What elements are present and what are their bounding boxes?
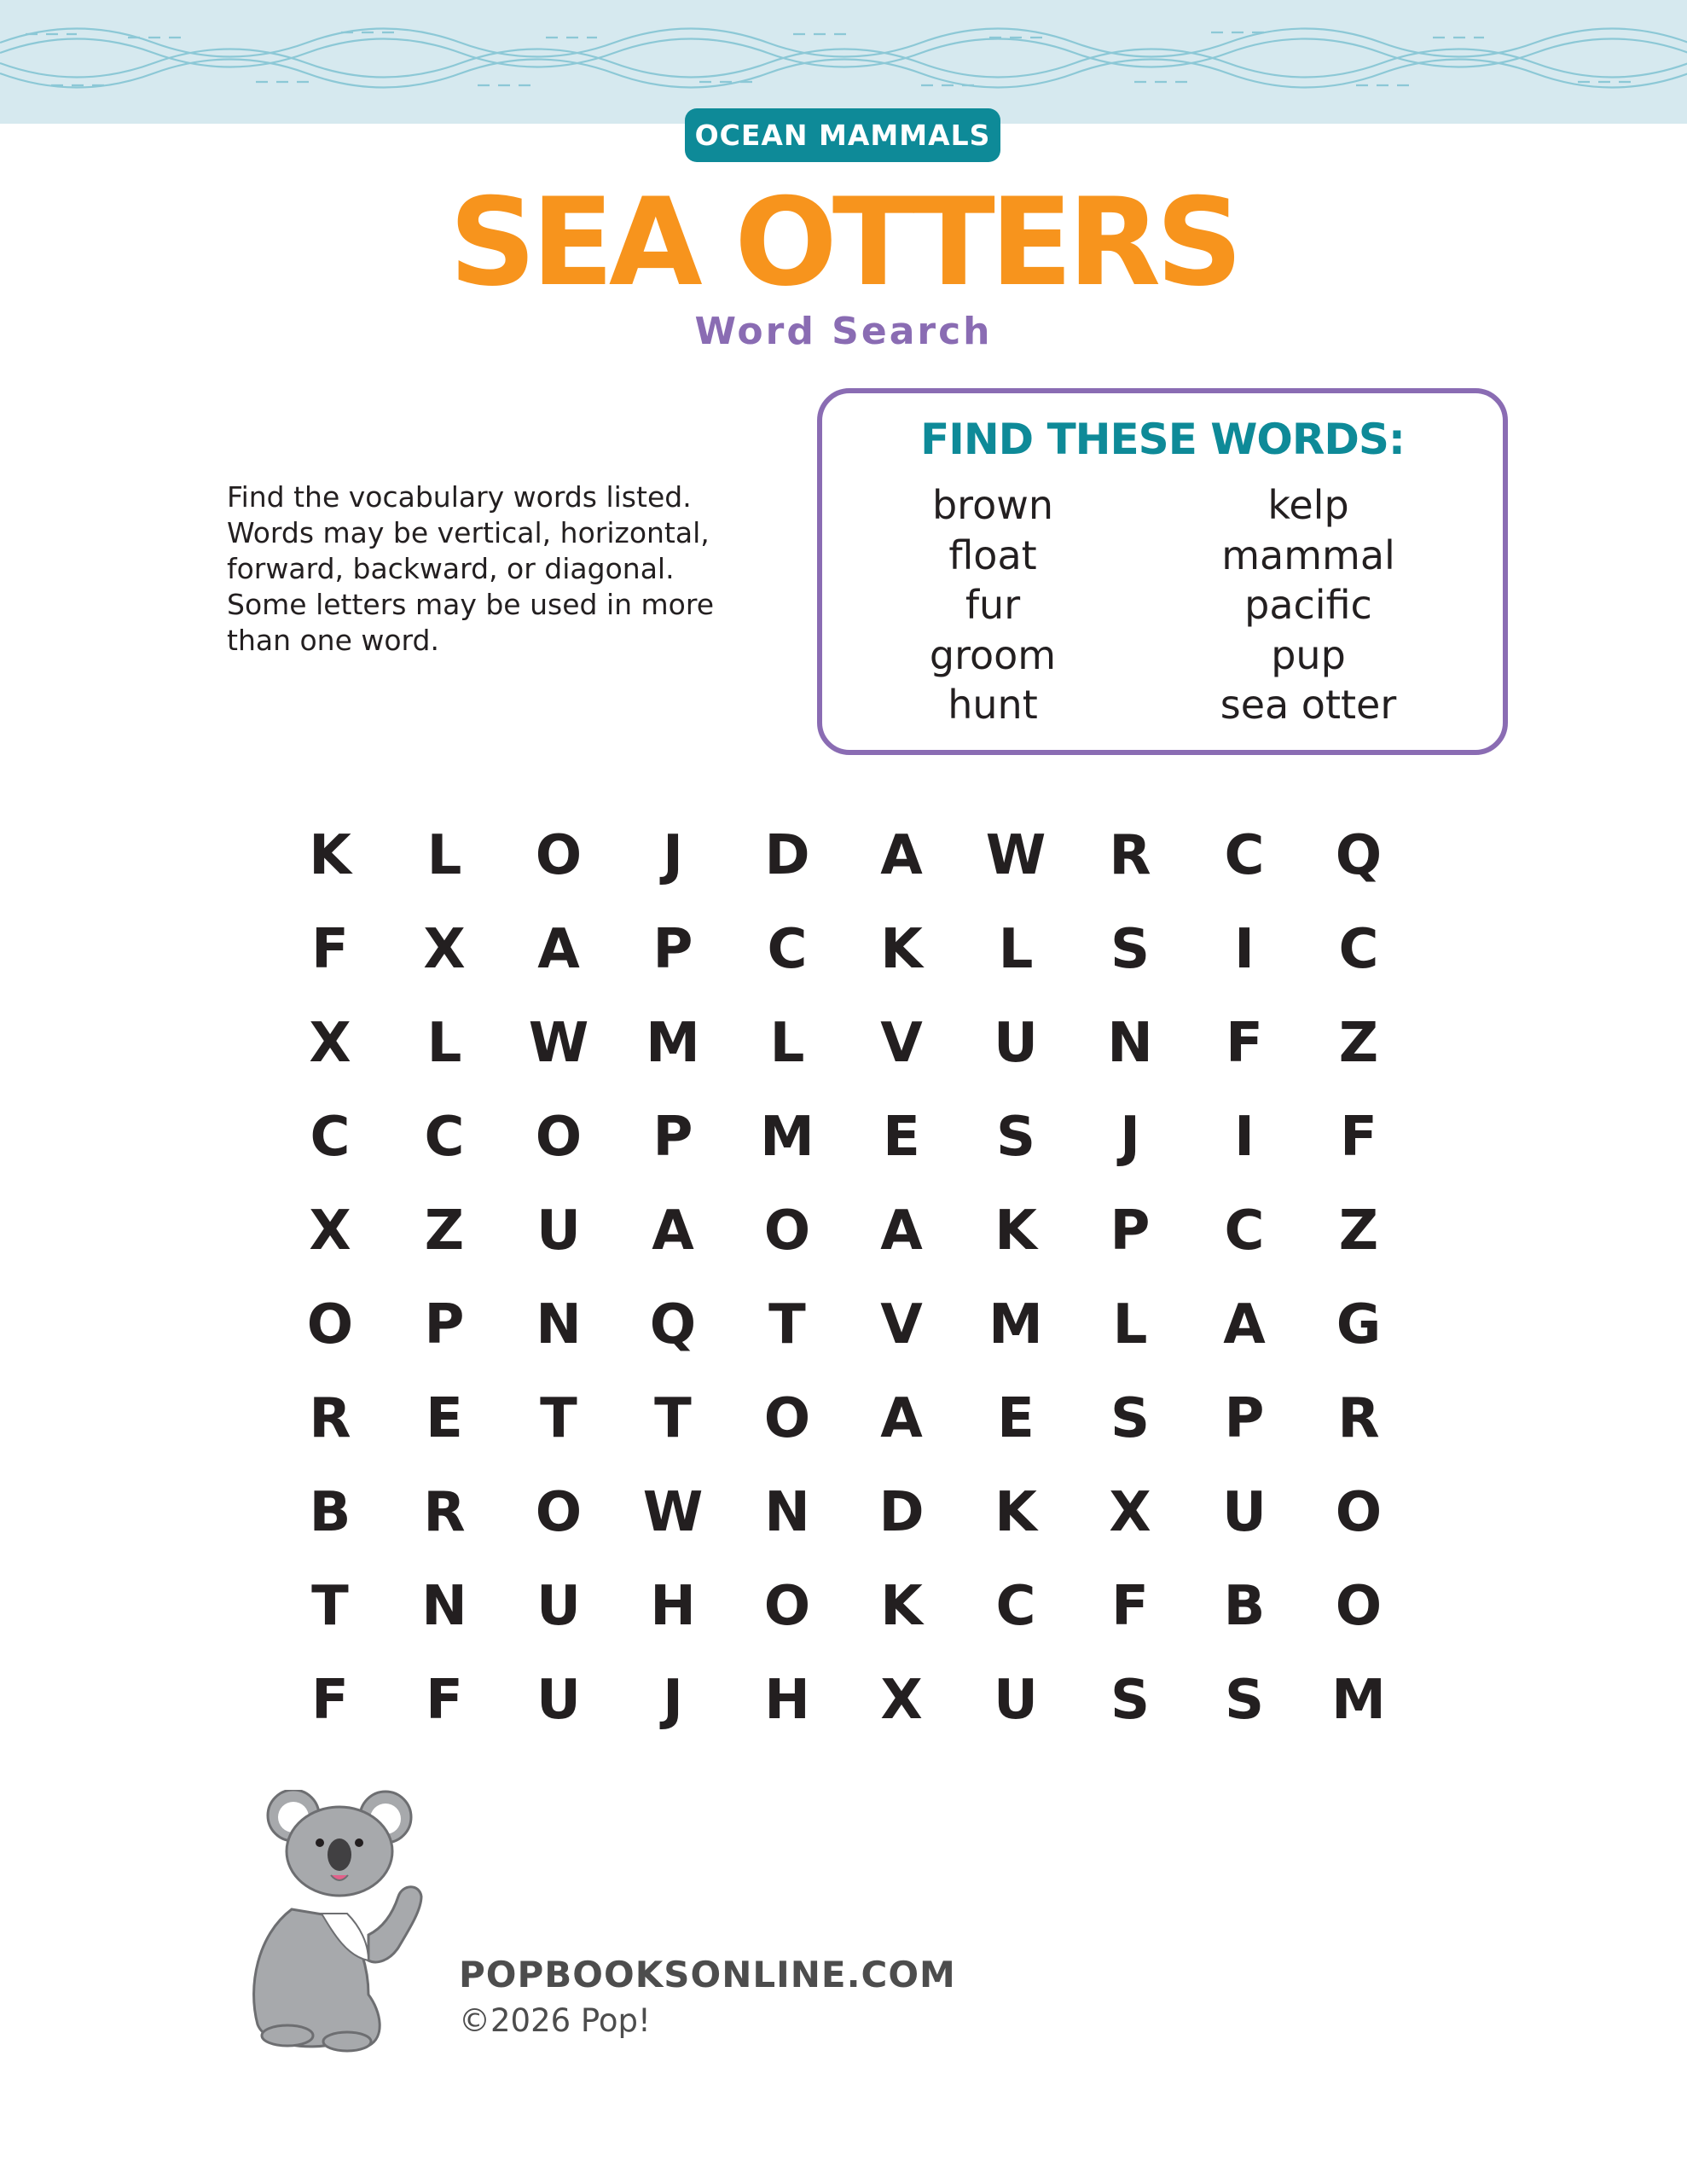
grid-letter[interactable]: X (1109, 1481, 1151, 1544)
grid-letter[interactable]: A (1223, 1293, 1266, 1356)
grid-letter[interactable]: K (880, 1575, 923, 1638)
instructions-line: Some letters may be used in more (227, 588, 715, 621)
word-list-right-column (1138, 480, 1479, 730)
grid-letter[interactable]: C (1338, 918, 1379, 981)
grid-letter[interactable]: F (311, 918, 349, 981)
grid-letter[interactable]: T (311, 1575, 349, 1638)
grid-letter[interactable]: F (1226, 1012, 1263, 1075)
grid-letter[interactable]: F (1111, 1575, 1149, 1638)
grid-letter[interactable]: W (985, 824, 1046, 887)
grid-row (273, 809, 1416, 903)
grid-row (273, 1278, 1416, 1372)
wave-pattern (0, 0, 1687, 124)
instructions (227, 479, 773, 659)
grid-letter[interactable]: C (424, 1106, 465, 1169)
word-list-heading: FIND THESE WORDS: (920, 415, 1405, 464)
grid-letter[interactable]: O (535, 824, 583, 887)
grid-letter[interactable]: D (878, 1481, 925, 1544)
grid-letter[interactable]: E (997, 1387, 1035, 1450)
grid-letter[interactable]: Q (1335, 824, 1383, 887)
grid-letter[interactable]: R (423, 1481, 466, 1544)
grid-letter[interactable]: P (1224, 1387, 1265, 1450)
grid-letter[interactable]: A (652, 1199, 694, 1263)
instructions-line: Find the vocabulary words listed. (227, 480, 692, 514)
grid-letter[interactable]: S (1224, 1669, 1265, 1732)
grid-letter[interactable]: O (535, 1481, 583, 1544)
grid-letter[interactable]: A (880, 1387, 923, 1450)
grid-letter[interactable]: P (1110, 1199, 1151, 1263)
grid-row (273, 996, 1416, 1090)
grid-letter[interactable]: Z (1338, 1199, 1379, 1263)
grid-letter[interactable]: M (988, 1293, 1043, 1356)
grid-letter[interactable]: T (540, 1387, 577, 1450)
grid-letter[interactable]: O (763, 1199, 811, 1263)
word-list-item: kelp (1267, 482, 1349, 528)
grid-letter[interactable]: O (1335, 1575, 1383, 1638)
grid-letter[interactable]: I (1234, 918, 1255, 981)
grid-letter[interactable]: E (883, 1106, 920, 1169)
grid-letter[interactable]: U (994, 1669, 1038, 1732)
grid-letter[interactable]: A (537, 918, 580, 981)
grid-letter[interactable]: U (994, 1012, 1038, 1075)
grid-letter[interactable]: C (1224, 824, 1265, 887)
grid-row (273, 903, 1416, 996)
grid-letter[interactable]: P (652, 918, 693, 981)
page-subtitle: Word Search (694, 310, 993, 353)
grid-letter[interactable]: X (309, 1199, 351, 1263)
grid-row (273, 1560, 1416, 1653)
word-search-grid (273, 809, 1416, 1747)
grid-row (273, 1090, 1416, 1184)
grid-letter[interactable]: X (880, 1669, 923, 1732)
instructions-line: Words may be vertical, horizontal, (227, 516, 710, 549)
word-list-item: pacific (1244, 582, 1372, 628)
grid-letter[interactable]: J (663, 1669, 683, 1732)
grid-letter[interactable]: I (1234, 1106, 1255, 1169)
grid-letter[interactable]: K (309, 824, 351, 887)
grid-letter[interactable]: G (1336, 1293, 1382, 1356)
grid-row (273, 1184, 1416, 1278)
grid-row (273, 1466, 1416, 1560)
grid-letter[interactable]: N (536, 1293, 582, 1356)
grid-letter[interactable]: T (768, 1293, 806, 1356)
grid-letter[interactable]: B (1223, 1575, 1266, 1638)
grid-letter[interactable]: K (994, 1199, 1037, 1263)
word-list-item: fur (965, 582, 1021, 628)
grid-letter[interactable]: W (528, 1012, 589, 1075)
grid-letter[interactable]: L (998, 918, 1034, 981)
grid-letter[interactable]: O (1335, 1481, 1383, 1544)
grid-letter[interactable]: A (880, 824, 923, 887)
grid-row (273, 1653, 1416, 1747)
grid-letter[interactable]: C (767, 918, 808, 981)
copyright: ©2026 Pop! (459, 2002, 651, 2039)
grid-letter[interactable]: S (1110, 1669, 1151, 1732)
grid-letter[interactable]: K (880, 918, 923, 981)
grid-letter[interactable]: O (535, 1106, 583, 1169)
grid-letter[interactable]: S (995, 1106, 1036, 1169)
grid-letter[interactable]: C (995, 1575, 1036, 1638)
grid-letter[interactable]: X (423, 918, 466, 981)
grid-letter[interactable]: V (880, 1012, 923, 1075)
grid-letter[interactable]: J (663, 824, 683, 887)
grid-letter[interactable]: W (642, 1481, 704, 1544)
grid-letter[interactable]: P (424, 1293, 465, 1356)
grid-letter[interactable]: C (1224, 1199, 1265, 1263)
grid-letter[interactable]: U (536, 1669, 581, 1732)
website-link[interactable]: POPBOOKSONLINE.COM (459, 1954, 956, 1995)
grid-letter[interactable]: L (769, 1012, 805, 1075)
grid-letter[interactable]: D (764, 824, 810, 887)
grid-letter[interactable]: U (1222, 1481, 1267, 1544)
grid-letter[interactable]: N (421, 1575, 467, 1638)
grid-letter[interactable]: L (1112, 1293, 1148, 1356)
grid-letter[interactable]: N (1107, 1012, 1153, 1075)
grid-letter[interactable]: L (426, 1012, 462, 1075)
grid-letter[interactable]: F (1340, 1106, 1377, 1169)
grid-letter[interactable]: Q (649, 1293, 697, 1356)
word-list-box (817, 388, 1508, 755)
grid-letter[interactable]: R (309, 1387, 351, 1450)
grid-letter[interactable]: M (760, 1106, 815, 1169)
grid-letter[interactable]: B (309, 1481, 351, 1544)
grid-letter[interactable]: N (764, 1481, 810, 1544)
grid-letter[interactable]: O (306, 1293, 354, 1356)
category-badge: OCEAN MAMMALS (685, 108, 1000, 162)
grid-letter[interactable]: R (1337, 1387, 1380, 1450)
grid-letter[interactable]: V (880, 1293, 923, 1356)
grid-letter[interactable]: U (536, 1199, 581, 1263)
word-list-left-column (822, 480, 1163, 730)
word-list-item: groom (929, 631, 1057, 678)
word-list-item: mammal (1221, 531, 1395, 578)
grid-letter[interactable]: R (1109, 824, 1151, 887)
instructions-line: forward, backward, or diagonal. (227, 552, 675, 585)
grid-letter[interactable]: K (994, 1481, 1037, 1544)
grid-letter[interactable]: J (1120, 1106, 1140, 1169)
page-title: SEA OTTERS (449, 172, 1238, 313)
koala-illustration (241, 1790, 462, 2054)
grid-letter[interactable]: A (880, 1199, 923, 1263)
instructions-line: than one word. (227, 624, 439, 657)
grid-letter[interactable]: M (1331, 1669, 1386, 1732)
grid-letter[interactable]: Z (424, 1199, 465, 1263)
grid-letter[interactable]: O (763, 1387, 811, 1450)
grid-letter[interactable]: P (652, 1106, 693, 1169)
word-list-item: pup (1271, 631, 1346, 678)
grid-row (273, 1372, 1416, 1466)
word-list-item: float (948, 531, 1037, 578)
grid-letter[interactable]: X (309, 1012, 351, 1075)
grid-letter[interactable]: F (426, 1669, 463, 1732)
grid-letter[interactable]: E (426, 1387, 463, 1450)
grid-letter[interactable]: H (650, 1575, 696, 1638)
grid-letter[interactable]: T (654, 1387, 692, 1450)
grid-letter[interactable]: F (311, 1669, 349, 1732)
grid-letter[interactable]: Z (1338, 1012, 1379, 1075)
word-list-item: brown (931, 482, 1054, 528)
grid-letter[interactable]: S (1110, 1387, 1151, 1450)
grid-letter[interactable]: O (763, 1575, 811, 1638)
grid-letter[interactable]: H (764, 1669, 810, 1732)
grid-letter[interactable]: M (646, 1012, 700, 1075)
grid-letter[interactable]: C (310, 1106, 351, 1169)
grid-letter[interactable]: L (426, 824, 462, 887)
grid-letter[interactable]: U (536, 1575, 581, 1638)
word-list-item: hunt (948, 682, 1038, 728)
grid-letter[interactable]: S (1110, 918, 1151, 981)
word-list-item: sea otter (1220, 682, 1397, 728)
